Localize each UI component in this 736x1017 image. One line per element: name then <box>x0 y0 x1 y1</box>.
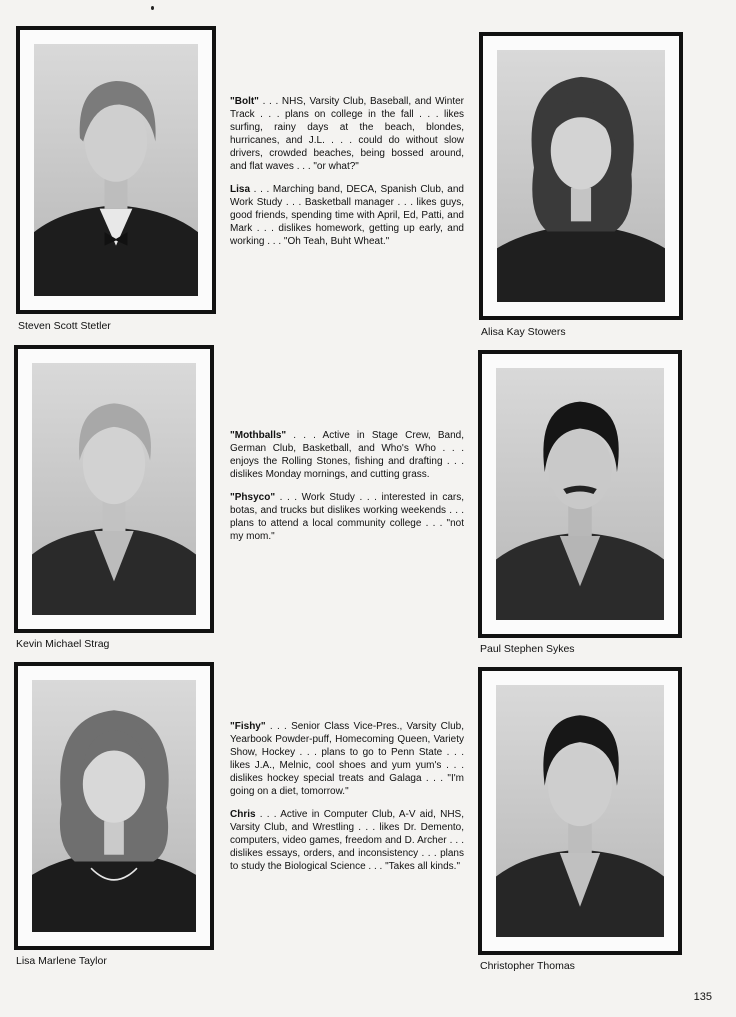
nickname: "Phsyco" <box>230 492 276 503</box>
bio-block <box>230 95 464 258</box>
page-number: 135 <box>693 991 712 1003</box>
portrait-frame <box>14 662 214 950</box>
bio-text: . . . NHS, Varsity Club, Baseball, and Winter Track . . . plans on college in the fall . . . likes surfing, rainy days at the beach, blondes, hurricanes, and J.L. . . . could do without slow drivers, crowded beaches, being bossed around, and flat waves . . . "or what?" <box>230 96 464 172</box>
nickname: "Fishy" <box>230 721 266 732</box>
bio-text: . . . Active in Stage Crew, Band, German Club, Basketball, and Who's Who . . . enjoys the Rolling Stones, fishing and drafting . . . dislikes Monday mornings, and cutting grass. <box>230 430 464 480</box>
bio-paragraph <box>230 429 464 481</box>
nickname: "Mothballs" <box>230 430 287 441</box>
portrait-frame <box>478 667 682 955</box>
portrait-frame <box>14 345 214 633</box>
bio-paragraph <box>230 95 464 173</box>
portrait-frame <box>479 32 683 320</box>
portrait-photo <box>497 50 665 302</box>
portrait-photo <box>34 44 198 296</box>
portrait-photo <box>32 363 196 615</box>
bio-paragraph <box>230 183 464 248</box>
bio-block <box>230 429 464 553</box>
bio-paragraph <box>230 808 464 873</box>
student-name: Paul Stephen Sykes <box>480 643 575 655</box>
portrait-frame <box>16 26 216 314</box>
student-name: Alisa Kay Stowers <box>481 326 566 338</box>
bio-text: . . . Senior Class Vice-Pres., Varsity Club, Yearbook Powder-puff, Homecoming Queen, Variety Show, Hockey . . . plans to go to Penn State . . . likes J.A., Melnic, cool shoes and yum yum's . . . dislikes hockey special treats and Galaga . . . "I'm going on a diet, tomorrow." <box>230 721 464 797</box>
portrait-frame <box>478 350 682 638</box>
bio-text: . . . Active in Computer Club, A-V aid, NHS, Varsity Club, and Wrestling . . . likes Dr. Demento, computers, video games, freedom and D. Archer . . . dislikes essays, orders, and inconsistency . . . plans to study the Biological Science . . . "Takes all kinds." <box>230 809 464 872</box>
student-name: Kevin Michael Strag <box>16 638 110 650</box>
portrait-photo <box>32 680 196 932</box>
nickname: Chris <box>230 809 256 820</box>
student-name: Steven Scott Stetler <box>18 320 111 332</box>
nickname: Lisa <box>230 184 251 195</box>
print-speck <box>151 6 154 10</box>
bio-text: . . . Work Study . . . interested in cars, botas, and trucks but dislikes working weekends . . . plans to attend a local community college . . . "not my mom." <box>230 492 464 542</box>
portrait-photo <box>496 368 664 620</box>
portrait-photo <box>496 685 664 937</box>
student-name: Christopher Thomas <box>480 960 575 972</box>
bio-paragraph <box>230 491 464 543</box>
bio-paragraph <box>230 720 464 798</box>
bio-block <box>230 720 464 883</box>
student-name: Lisa Marlene Taylor <box>16 955 107 967</box>
bio-text: . . . Marching band, DECA, Spanish Club, and Work Study . . . Basketball manager . . . likes guys, good friends, spending time with April, Ed, Patti, and Mark . . . dislikes homework, getting up early, and working . . . "Oh Teah, Buht Wheat." <box>230 184 464 247</box>
nickname: "Bolt" <box>230 96 259 107</box>
